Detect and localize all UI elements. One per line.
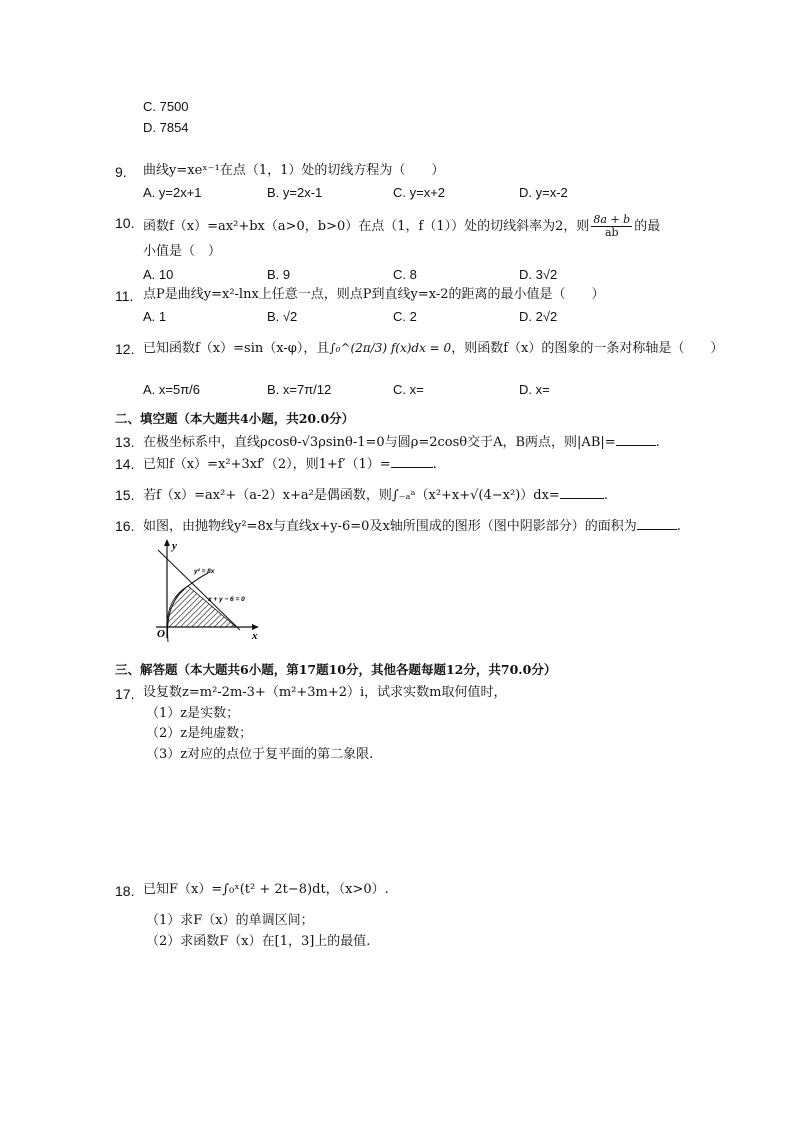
y-axis-arrow — [164, 539, 170, 546]
q9-stem: 曲线y=xeˣ⁻¹在点（1，1）处的切线方程为（ ） — [143, 163, 445, 178]
q8-option-d: D. 7854 — [143, 120, 189, 135]
q10-option-b: B. 9 — [267, 267, 291, 282]
q11-option-b: B. √2 — [267, 309, 298, 324]
q10-fraction: $\frac{8a + b}{ab}$ — [593, 213, 631, 239]
q17-stem: 设复数z=m²-2m-3+（m²+3m+2）i，试求实数m取何值时， — [143, 685, 507, 700]
q18-part-1: （1）求F（x）的单调区间； — [146, 913, 314, 928]
q11-stem: 点P是曲线y=x²-lnx上任意一点，则点P到直线y=x-2的距离的最小值是（ ） — [143, 287, 605, 302]
q12-option-c: C. x= — [393, 382, 424, 397]
section-3-heading: 三、解答题（本大题共6小题，第17题10分，其他各题每题12分，共70.0分） — [115, 662, 557, 677]
q9-option-d: D. y=x-2 — [519, 185, 568, 200]
q10-number: 10. — [115, 215, 135, 231]
q8-option-c: C. 7500 — [143, 99, 189, 114]
x-axis-label: x — [252, 630, 258, 642]
q10-stem: 函数f（x）=ax²+bx（a>0，b>0）在点（1，f（1））处的切线斜率为2，则 $\frac{8a + b}{ab}$ 的最 — [143, 213, 661, 239]
q16-figure — [150, 538, 265, 643]
q11-number: 11. — [115, 288, 134, 304]
q16-number: 16. — [115, 518, 135, 534]
q14-number: 14. — [115, 456, 135, 472]
q18-part-2: （2）求函数F（x）在[1，3]上的最值. — [146, 934, 371, 949]
q9-number: 9. — [115, 164, 127, 180]
q14-answer-blank — [391, 455, 433, 468]
q17-part-3: （3）z对应的点位于复平面的第二象限. — [146, 747, 374, 762]
q15-stem: 若f（x）=ax²+（a-2）x+a²是偶函数，则∫₋ₐᵃ（x²+x+√(4−x²)）dx= . — [143, 488, 608, 503]
q18-stem: 已知F（x）=∫₀ˣ(t² + 2t−8)dt，（x>0）. — [143, 882, 389, 897]
q15-answer-blank — [560, 486, 604, 499]
q13-number: 13. — [115, 434, 135, 450]
q9-option-a: A. y=2x+1 — [143, 185, 202, 200]
q9-option-c: C. y=x+2 — [393, 185, 446, 200]
q10-option-c: C. 8 — [393, 267, 417, 282]
q18-number: 18. — [115, 883, 135, 899]
q16-answer-blank — [637, 517, 677, 530]
q12-option-a: A. x=5π/6 — [143, 382, 201, 397]
q13-answer-blank — [616, 433, 656, 446]
q15-number: 15. — [115, 487, 135, 503]
parabola-label: y² = 8x — [194, 568, 215, 575]
q17-part-2: （2）z是纯虚数； — [146, 726, 253, 741]
q12-option-d: D. x= — [519, 382, 550, 397]
line-label: x + y − 6 = 0 — [208, 596, 245, 603]
q12-integral: ∫₀^(2π/3) f(x)dx = 0 — [329, 341, 452, 355]
q11-option-a: A. 1 — [143, 309, 167, 324]
y-axis-label: y — [172, 540, 177, 552]
q16-stem: 如图，由抛物线y²=8x与直线x+y-6=0及x轴所围成的图形（图中阴影部分）的面积为 . — [143, 519, 681, 534]
q11-option-c: C. 2 — [393, 309, 417, 324]
q10-option-a: A. 10 — [143, 267, 174, 282]
q14-stem: 已知f（x）=x²+3xf′（2），则1+f′（1）= . — [143, 457, 437, 472]
q10-option-d: D. 3√2 — [519, 267, 558, 282]
q12-number: 12. — [115, 341, 135, 357]
q12-stem: 已知函数f（x）=sin（x-φ），且∫₀^(2π/3) f(x)dx = 0，则函数f（x）的图象的一条对称轴是（ ） — [143, 341, 724, 356]
origin-label: O — [157, 628, 165, 640]
section-2-heading: 二、填空题（本大题共4小题，共20.0分） — [115, 411, 355, 426]
q17-part-1: （1）z是实数； — [146, 706, 240, 721]
q12-option-b: B. x=7π/12 — [267, 382, 332, 397]
q10-stem-line2: 小值是（ ） — [143, 244, 222, 259]
q9-option-b: B. y=2x-1 — [267, 185, 323, 200]
q11-option-d: D. 2√2 — [519, 309, 558, 324]
q17-number: 17. — [115, 686, 135, 702]
q13-stem: 在极坐标系中，直线ρcosθ-√3ρsinθ-1=0与圆ρ=2cosθ交于A，B两点，则|AB|= . — [143, 435, 660, 450]
